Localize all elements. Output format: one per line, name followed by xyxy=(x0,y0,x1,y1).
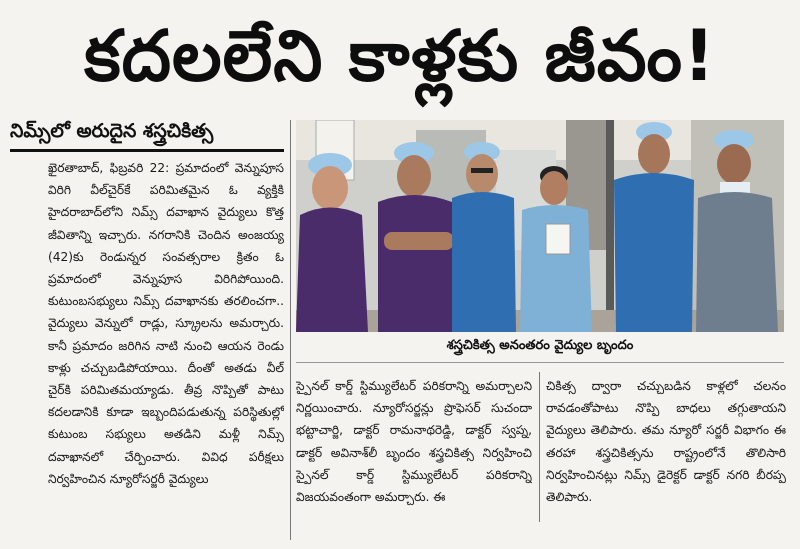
subheadline-underline xyxy=(10,149,284,152)
caption-divider xyxy=(296,362,784,363)
photo-caption: శస్త్రచికిత్స అనంతరం వైద్యుల బృందం xyxy=(446,338,634,353)
headline: కదలలేని కాళ్లకు జీవం! xyxy=(84,15,716,97)
article-column-1: ఖైరతాబాద్‌, ఫిబ్రవరి 22: ప్రమాదంలో వెన్నుపూస విరిగి వీల్‌చైర్‌కే పరిమితమైన ఓ వ్యక్తికి హైదరాబాద్‌లోని నిమ్స్‌ దవాఖాన వైద్యులు కొత్త జీవితాన్ని ఇచ్చారు. నగరానికి చెందిన అంజయ్య (42)కు రెండున్నర సంవత్సరాల క్రితం ఓ ప్రమాదంలో వెన్నుపూస విరిగిపోయింది. కుటుంబసభ్యులు నిమ్స్‌ దవాఖానకు తరలించగా.. వైద్యులు వెన్నులో రాడ్లు, స్క్రూలను అమర్చారు. కానీ ప్రమాదం జరిగిన నాటి నుంచి ఆయన రెండు కాళ్లు చచ్చుబడిపోయాయి. దీంతో అతడు వీల్‌ చైర్‌కి పరిమితమయ్యాడు. తీవ్ర నొప్పితో పాటు కదలడానికి కూడా ఇబ్బందిపడుతున్న పరిస్థితుల్లో కుటుంబ సభ్యులు అతడిని మళ్లీ నిమ్స్‌ దవాఖానలో చేర్పించారు. వివిధ పరీక్షలు నిర్వహించిన న్యూరోసర్జరీ వైద్యులు xyxy=(48,161,284,486)
article-column-3: చికిత్స ద్వారా చచ్చుబడిన కాళ్లలో చలనం రావడంతోపాటు నొప్పి బాధలు తగ్గుతాయని వైద్యులు తెలిపారు. తమ న్యూరో సర్జరీ విభాగం ఈ తరహా శస్త్రచికిత్సను రాష్ట్రంలోనే తొలిసారి నిర్వహించినట్లు నిమ్స్‌ డైరెక్టర్‌ డాక్టర్‌ నగరి బీరప్ప తెలిపారు. xyxy=(546,379,786,505)
column-divider xyxy=(290,120,291,540)
article-column-2: స్పైనల్‌ కార్డ్‌ స్టిమ్యులేటర్‌ పరికరాన్ని అమర్చాలని నిర్ణయించారు. న్యూరోసర్జన్లు ప్రొఫెసర్‌ సుచందా భట్టాచార్జి, డాక్టర్‌ రామనాథరెడ్డి, డాక్టర్‌ స్వప్న, డాక్టర్‌ అవినాశ్‌లీ బృందం శస్త్రచికిత్స నిర్వహించి స్పైనల్‌ కార్డ్‌ స్టిమ్యులేటర్‌ పరికరాన్ని విజయవంతంగా అమర్చారు. ఈ xyxy=(296,379,532,505)
team-photo xyxy=(296,120,784,332)
column-divider xyxy=(539,372,540,522)
subheadline: నిమ్స్‌లో అరుదైన శస్త్రచికిత్స xyxy=(10,120,214,142)
